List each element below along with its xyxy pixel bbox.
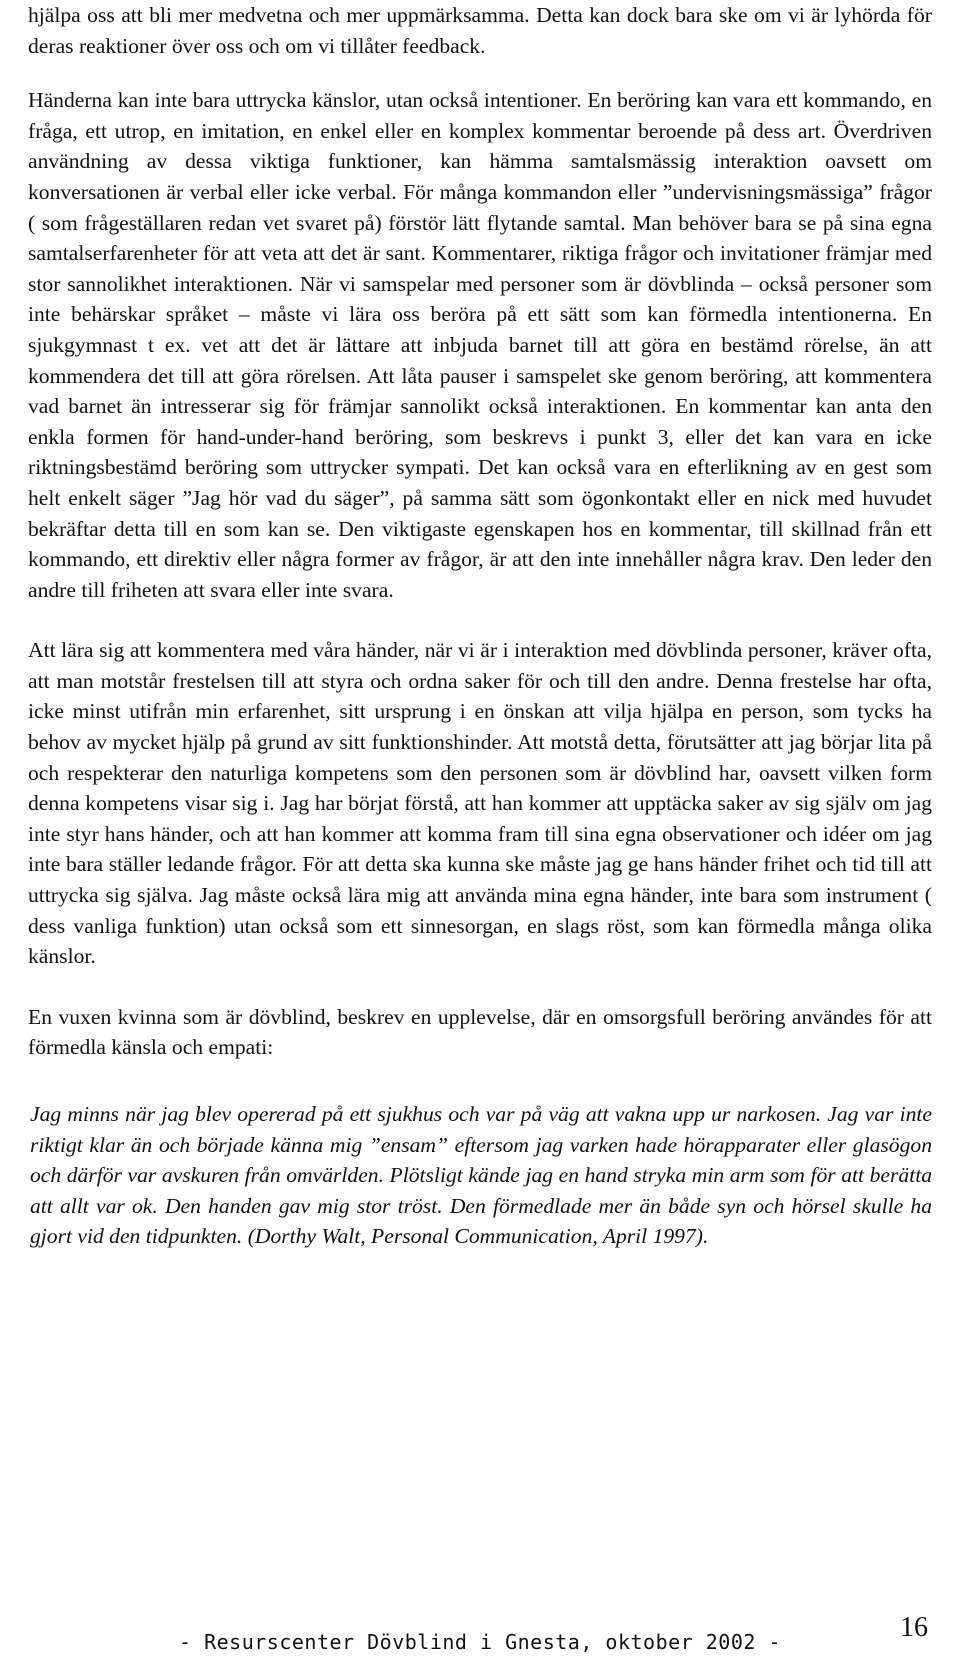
page-number: 16 <box>900 1612 928 1643</box>
block-quote: Jag minns när jag blev opererad på ett sjukhus och var på väg att vakna upp ur narkosen. Jag var inte riktigt klar än och började känna mig ”ensam” eftersom jag varken hade hörapparater eller glasögon och därför var avskuren från omvärlden. Plötsligt kände jag en hand stryka min arm som för att berätta att allt var ok. Den handen gav mig stor tröst. Den förmedlade mer än både syn och hörsel skulle ha gjort vid den tidpunkten. (Dorthy Walt, Personal Communication, April 1997). <box>30 1102 932 1249</box>
page-footer: - Resurscenter Dövblind i Gnesta, oktober 2002 - <box>179 1630 781 1654</box>
paragraph-intro: hjälpa oss att bli mer medvetna och mer uppmärksamma. Detta kan dock bara ske om vi är lyhörda för deras reaktioner över oss och om vi tillåter feedback. <box>28 3 932 58</box>
paragraph-commenting: Att lära sig att kommentera med våra händer, när vi är i interaktion med dövblinda personer, kräver ofta, att man motstår frestelsen till att styra och ordna saker för och till den andre. Denna frestelse har ofta, icke minst utifrån min erfarenhet, sitt ursprung i en önskan att vilja hjälpa en person, som tycks ha behov av mycket hjälp på grund av sitt funktionshinder. Att motstå detta, förutsätter att jag börjar lita på och respekterar den naturliga kompetens som den personen som är dövblind har, oavsett vilken form denna kompetens visar sig i. Jag har börjat förstå, att han kommer att upptäcka saker av sig själv om jag inte styr hans händer, och att han kommer att komma fram till sina egna observationer och idéer om jag inte bara ställer ledande frågor. För att detta ska kunna ske måste jag ge hans händer frihet och tid till att uttrycka sig själva. Jag måste också lära mig att använda mina egna händer, inte bara som instrument ( dess vanliga funktion) utan också som ett sinnesorgan, en slags röst, som kan förmedla många olika känslor. <box>28 638 932 969</box>
paragraph-adult-woman: En vuxen kvinna som är dövblind, beskrev en upplevelse, där en omsorgsfull beröring användes för att förmedla känsla och empati: <box>28 1004 932 1060</box>
document-page <box>28 0 932 1252</box>
paragraph-hands-intentions: Händerna kan inte bara uttrycka känslor, utan också intentioner. En beröring kan vara ett kommando, en fråga, ett utrop, en imitation, en enkel eller en komplex kommentar beroende på dess art. Överdriven användning av dessa viktiga funktioner, kan hämma samtalsmässig interaktion oavsett om konversationen är verbal eller icke verbal. För många kommandon eller ”undervisningsmässiga” frågor ( som frågeställaren redan vet svaret på) förstör lätt flytande samtal. Man behöver bara se på sina egna samtalserfarenheter för att veta att det är sant. Kommentarer, riktiga frågor och invitationer främjar med stor sannolikhet interaktionen. När vi samspelar med personer som är dövblinda – också personer som inte behärskar språket – måste vi lära oss beröra på ett sätt som kan förmedla intentionerna. En sjukgymnast t ex. vet att det är lättare att inbjuda barnet till att göra en bestämd rörelse, än att kommendera det till att göra rörelsen. Att låta pauser i samspelet ske genom beröring, att kommentera vad barnet än intresserar sig för främjar sannolikt också interaktionen. En kommentar kan anta den enkla formen för hand-under-hand beröring, som beskrevs i punkt 3, eller det kan vara en icke riktningsbestämd beröring som uttrycker sympati. Det kan också vara en efterlikning av en gest som helt enkelt säger ”Jag hör vad du säger”, på samma sätt som ögonkontakt eller en nick med huvudet bekräftar detta till en som kan se. Den viktigaste egenskapen hos en kommentar, till skillnad från ett kommando, ett direktiv eller några former av frågor, är att den inte innehåller några krav. Den leder den andre till friheten att svara eller inte svara. <box>28 88 932 602</box>
